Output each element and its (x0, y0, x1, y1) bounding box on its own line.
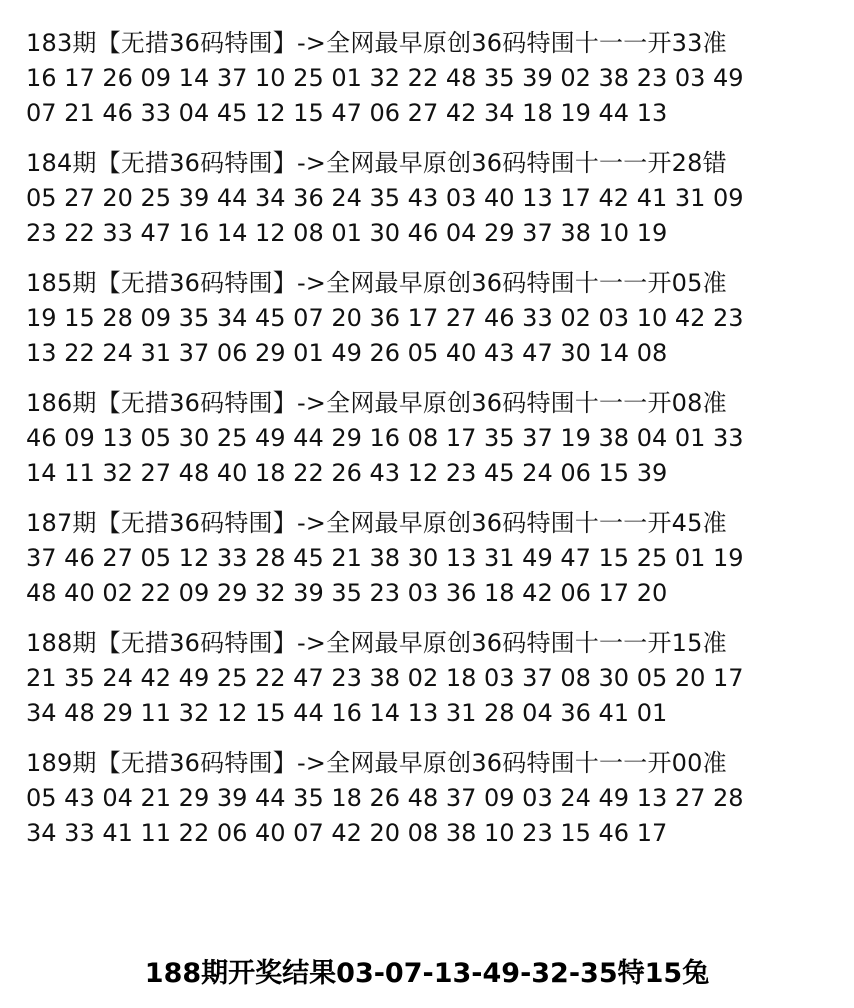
record-numbers-line-1: 21 35 24 42 49 25 22 47 23 38 02 18 03 37 08 30 05 20 17 (26, 664, 744, 692)
record-188 (26, 626, 836, 731)
record-numbers-line-1: 16 17 26 09 14 37 10 25 01 32 22 48 35 39 02 38 23 03 49 (26, 64, 744, 92)
record-numbers-line-1: 19 15 28 09 35 34 45 07 20 36 17 27 46 33 02 03 10 42 23 (26, 304, 744, 332)
record-183 (26, 26, 836, 131)
record-numbers-line-1: 05 43 04 21 29 39 44 35 18 26 48 37 09 03 24 49 13 27 28 (26, 784, 744, 812)
record-title: 188期【无措36码特围】->全网最早原创36码特围十一一开15准 (26, 629, 727, 657)
record-numbers-line-2: 48 40 02 22 09 29 32 39 35 23 03 36 18 42 06 17 20 (26, 579, 668, 607)
record-185 (26, 266, 836, 371)
record-title: 186期【无措36码特围】->全网最早原创36码特围十一一开08准 (26, 389, 727, 417)
record-numbers-line-2: 34 48 29 11 32 12 15 44 16 14 13 31 28 04 36 41 01 (26, 699, 668, 727)
record-numbers-line-2: 13 22 24 31 37 06 29 01 49 26 05 40 43 47 30 14 08 (26, 339, 668, 367)
record-title: 183期【无措36码特围】->全网最早原创36码特围十一一开33准 (26, 29, 727, 57)
record-numbers-line-2: 07 21 46 33 04 45 12 15 47 06 27 42 34 18 19 44 13 (26, 99, 668, 127)
record-numbers-line-2: 34 33 41 11 22 06 40 07 42 20 08 38 10 23 15 46 17 (26, 819, 668, 847)
record-numbers-line-2: 23 22 33 47 16 14 12 08 01 30 46 04 29 37 38 10 19 (26, 219, 668, 247)
record-189 (26, 746, 836, 851)
record-numbers-line-1: 05 27 20 25 39 44 34 36 24 35 43 03 40 13 17 42 41 31 09 (26, 184, 744, 212)
draw-result-footer: 188期开奖结果03-07-13-49-32-35特15兔 (144, 958, 710, 989)
record-187 (26, 506, 836, 611)
record-title: 184期【无措36码特围】->全网最早原创36码特围十一一开28错 (26, 149, 727, 177)
record-title: 185期【无措36码特围】->全网最早原创36码特围十一一开05准 (26, 269, 727, 297)
record-title: 187期【无措36码特围】->全网最早原创36码特围十一一开45准 (26, 509, 727, 537)
record-184 (26, 146, 836, 251)
record-numbers-line-2: 14 11 32 27 48 40 18 22 26 43 12 23 45 24 06 15 39 (26, 459, 668, 487)
record-186 (26, 386, 836, 491)
record-numbers-line-1: 46 09 13 05 30 25 49 44 29 16 08 17 35 37 19 38 04 01 33 (26, 424, 744, 452)
record-numbers-line-1: 37 46 27 05 12 33 28 45 21 38 30 13 31 49 47 15 25 01 19 (26, 544, 744, 572)
document-body (26, 26, 836, 866)
record-title: 189期【无措36码特围】->全网最早原创36码特围十一一开00准 (26, 749, 727, 777)
